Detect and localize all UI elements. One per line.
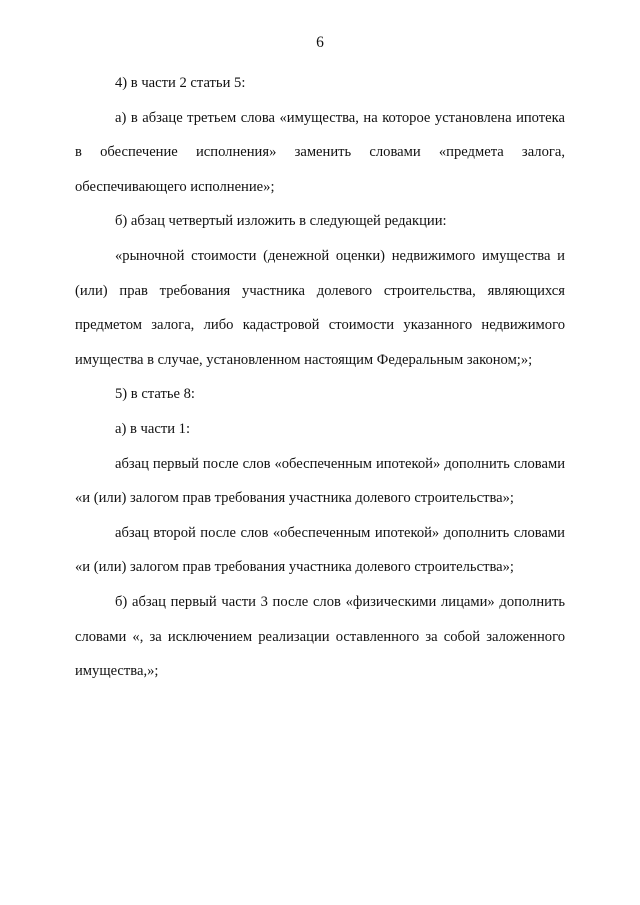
paragraph-part-1: а) в части 1: — [115, 420, 191, 437]
paragraph-article-8: 5) в статье 8: — [115, 386, 195, 403]
document-body — [75, 66, 565, 689]
paragraph-part-2-article-5: 4) в части 2 статьи 5: — [115, 75, 246, 91]
paragraph-subitem-a-third-abzac: а) в абзаце третьем слова «имущества, на которое установлена ипотека в обеспечение исполнения» заменить словами «предмета залога, обеспечивающего исполнение»; — [75, 109, 565, 195]
paragraph-first-abzac-amendment: абзац первый после слов «обеспеченным ипотекой» дополнить словами «и (или) залогом прав требования участника долевого строительства»; — [75, 455, 565, 507]
page-number: 6 — [316, 34, 324, 51]
paragraph-second-abzac-amendment: абзац второй после слов «обеспеченным ипотекой» дополнить словами «и (или) залогом прав требования участника долевого строительства»; — [75, 524, 565, 576]
paragraph-new-wording-quote: «рыночной стоимости (денежной оценки) недвижимого имущества и (или) прав требования участника долевого строительства, являющихся предметом залога, либо кадастровой стоимости указанного недвижимого имущества в случае, установленном настоящим Федеральным законом;»; — [75, 247, 565, 368]
paragraph-part-3-amendment: б) абзац первый части 3 после слов «физическими лицами» дополнить словами «, за исключением реализации оставленного за собой заложенного имущества,»; — [75, 593, 565, 680]
paragraph-subitem-b-fourth-abzac: б) абзац четвертый изложить в следующей редакции: — [115, 213, 447, 230]
